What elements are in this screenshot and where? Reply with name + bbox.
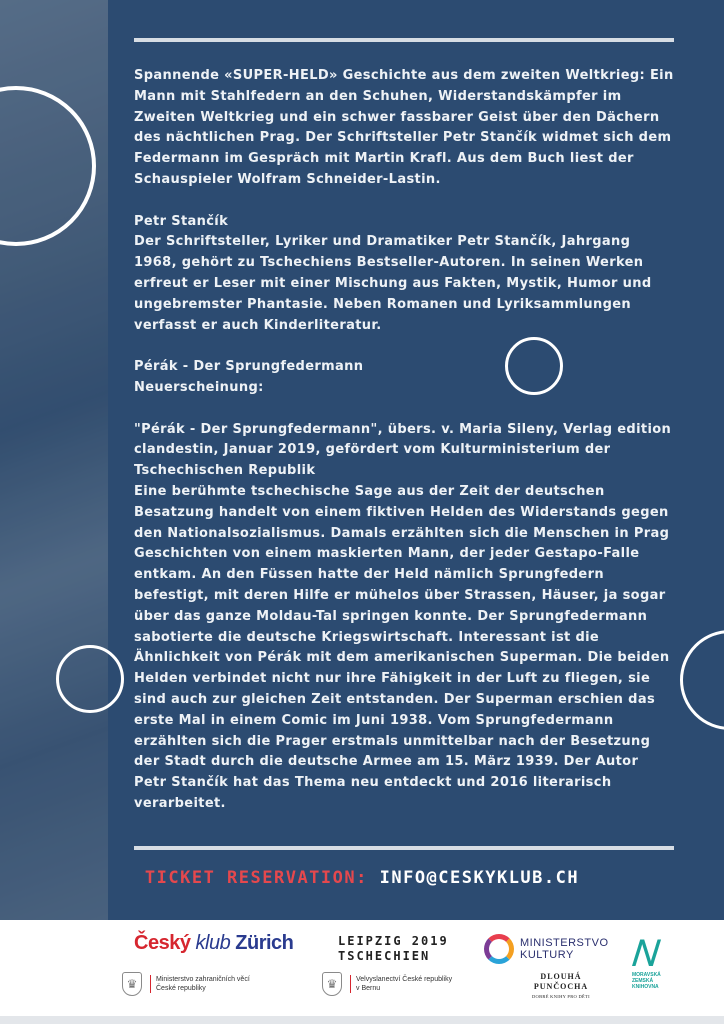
bottom-divider xyxy=(134,846,674,850)
moravska-zemska-knihovna-logo[interactable]: /\/ MORAVSKÁ ZEMSKÁ KNIHOVNA xyxy=(632,933,661,990)
dlouha-puncocha-logo[interactable]: DLOUHÁ PUNČOCHA DOBRÉ KNIHY PRO DĚTI xyxy=(532,972,590,999)
ticket-reservation xyxy=(0,868,724,888)
mzk-logo-icon: /\/ xyxy=(632,933,659,971)
author-name: Petr Stančík xyxy=(134,213,229,229)
sponsor-footer xyxy=(0,920,724,1024)
ticket-label: TICKET RESERVATION: xyxy=(144,868,368,888)
decorative-circle-icon xyxy=(56,645,124,713)
release-label: Neuerscheinung: xyxy=(134,379,264,395)
ministry-culture-ring-icon xyxy=(484,934,514,964)
ministry-culture-logo[interactable]: MINISTERSTVO KULTURY xyxy=(484,934,609,964)
embassy-bern-logo[interactable]: ♛ Velvyslanectví České republiky v Bernu xyxy=(322,972,472,996)
footer-bottom-bar xyxy=(0,1016,724,1024)
intro-paragraph: Spannende «SUPER-HELD» Geschichte aus dem zweiten Weltkrieg: Ein Mann mit Stahlfedern an den Schuhen, Widerstandskämpfer im Zweiten Weltkrieg und ein schwer fassbarer Geist über den Dächern des nächtlichen Prag. Der Schriftsteller Petr Stančík widmet sich dem Federmann im Gespräch mit Martin Krafl. Aus dem Buch liest der Schauspieler Wolfram Schneider-Lastin. xyxy=(134,68,674,187)
leipzig-2019-logo[interactable]: LEIPZIG 2019 TSCHECHIEN xyxy=(338,934,449,963)
state-emblem-icon: ♛ xyxy=(322,972,342,996)
event-description xyxy=(134,66,674,815)
book-description: Eine berühmte tschechische Sage aus der Zeit der deutschen Besatzung handelt von einem fiktiven Helden des Widerstands gegen den Nationalsozialismus. Damals erzählten sich die Menschen in Prag Geschichten von einem maskierten Mann, der jeder Gestapo-Falle entkam. An den Füssen hatte der Held nämlich Sprungfedern befestigt, mit deren Hilfe er mühelos über Strassen, Häuser, ja sogar über das ganze Moldau-Tal springen konnte. Der Sprungfedermann sabotierte die deutsche Kriegswirtschaft. Interessant ist die Ähnlichkeit von Pérák mit dem amerikanischen Superman. Die beiden Helden verbindet nicht nur ihre Fähigkeit in der Luft zu fliegen, sie sind auch zur gleichen Zeit entstanden. Der Superman erschien das erste Mal in einem Comic im Juni 1938. Vom Sprungfedermann erzählten sich die Prager erstmals unmittelbar nach der Besetzung der Stadt durch die deutsche Armee am 15. März 1939. Der Autor Petr Stančík hat das Thema neu entdeckt und 2016 literarisch verarbeitet. xyxy=(134,483,670,811)
cesky-klub-logo[interactable]: Český klub Zürich xyxy=(134,932,294,954)
author-bio: Der Schriftsteller, Lyriker und Dramatiker Petr Stančík, Jahrgang 1968, gehört zu Tschechiens Bestseller-Autoren. In seinen Werken erfreut er Leser mit einer Mischung aus Fakten, Mystik, Humor und ungebremster Phantasie. Neben Romanen und Lyriksammlungen verfasst er auch Kinderliteratur. xyxy=(134,234,652,333)
book-info: "Pérák - Der Sprungfedermann", übers. v. Maria Sileny, Verlag edition clandestin, Januar 2019, gefördert vom Kulturministerium der Tschechischen Republik xyxy=(134,421,672,479)
ticket-email-link[interactable]: INFO@CESKYKLUB.CH xyxy=(379,868,580,888)
top-divider xyxy=(134,38,674,42)
ministry-foreign-affairs-logo[interactable]: ♛ Ministerstvo zahraničních věcí České republiky xyxy=(122,972,322,996)
book-title: Pérák - Der Sprungfedermann xyxy=(134,359,364,375)
state-emblem-icon: ♛ xyxy=(122,972,142,996)
